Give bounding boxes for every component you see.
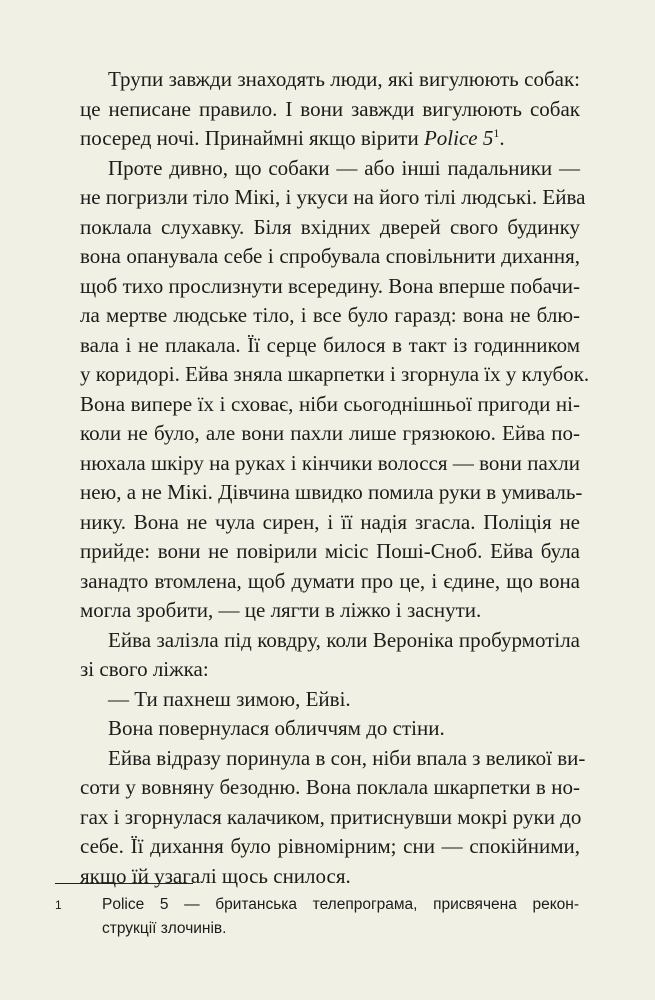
text-line xyxy=(80,154,580,184)
paragraph xyxy=(80,65,580,154)
footnote xyxy=(55,893,579,941)
text-line xyxy=(80,596,580,626)
text-run: — Ти пахнеш зимою, Ейві. xyxy=(108,686,351,711)
text-run: коли не було, але вони пахли лише грязюкою. Ейва по- xyxy=(80,421,580,445)
text-run: ла мертве людське тіло, і все було гаразд: вона не блю- xyxy=(80,303,580,327)
paragraph xyxy=(80,744,586,892)
paragraph xyxy=(80,685,580,715)
text-run: у коридорі. Ейва зняла шкарпетки і згорнула їх у клубок. xyxy=(80,362,590,386)
text-line xyxy=(80,213,580,243)
text-line xyxy=(80,744,586,774)
text-line xyxy=(80,449,580,479)
text-run: Проте дивно, що собаки — або інші падальники — xyxy=(108,155,580,180)
main-text xyxy=(80,65,590,891)
text-run: Вона повернулася обличчям до стіни. xyxy=(108,716,445,740)
text-line xyxy=(80,124,580,154)
text-run: соти у вовняну безодню. Вона поклала шкарпетки в но- xyxy=(80,775,580,799)
text-line xyxy=(80,183,586,213)
text-run: Трупи завжди знаходять люди, які вигулюють собак: xyxy=(108,67,580,91)
footnote-number: 1 xyxy=(55,898,62,912)
text-line xyxy=(80,272,580,302)
text-run: нею, а не Мікі. Дівчина швидко помила руки в умиваль- xyxy=(80,480,583,504)
text-line xyxy=(80,714,580,744)
text-run: не погризли тіло Мікі, і укуси на його тілі людські. Ейва xyxy=(80,185,586,209)
text-line xyxy=(80,242,580,272)
text-line xyxy=(80,95,580,125)
footnote-line: струкції злочинів. xyxy=(102,920,227,937)
text-line xyxy=(80,567,580,597)
text-line xyxy=(80,655,580,685)
text-run: якщо їй узагалі щось снилося. xyxy=(80,863,351,888)
text-run: могла зробити, — це лягти в ліжко і заснути. xyxy=(80,598,482,622)
text-run: нику. Вона не чула сирен, і її надія згасла. Поліція не xyxy=(80,509,580,534)
paragraph xyxy=(80,154,590,626)
text-line xyxy=(80,301,580,331)
text-line xyxy=(80,537,580,567)
text-run: гах і згорнулася калачиком, притиснувши мокрі руки до xyxy=(80,804,582,829)
text-run: зі свого ліжка: xyxy=(80,657,209,681)
text-run: щоб тихо прослизнути всередину. Вона вперше побачи- xyxy=(80,273,580,298)
text-line xyxy=(80,862,580,892)
text-run: вона опанувала себе і спробувала сповільнити дихання, xyxy=(80,244,580,268)
text-line xyxy=(80,803,580,833)
text-run: занадто втомлена, щоб думати про це, і єдине, що вона xyxy=(80,568,580,593)
text-line xyxy=(80,390,580,420)
text-run: вала і не плакала. Її серце билося в такт із годинником xyxy=(80,332,580,357)
text-run: прийде: вони не повірили місіс Поші-Сноб. Ейва була xyxy=(80,539,580,563)
text-run: нюхала шкіру на руках і кінчики волосся — вони пахли xyxy=(80,450,580,475)
text-run: себе. Її дихання було рівномірним; сни — спокійними, xyxy=(80,834,580,858)
text-line xyxy=(80,419,580,449)
text-run: Ейва залізла під ковдру, коли Вероніка пробурмотіла xyxy=(108,627,580,652)
footnote-line: Police 5 — британська телепрограма, присвячена рекон- xyxy=(102,896,579,913)
text-line xyxy=(80,685,580,715)
text-line xyxy=(80,65,580,95)
text-run: Вона випере їх і сховає, ніби сьогоднішньої пригоди ні- xyxy=(80,391,580,416)
text-line xyxy=(80,331,580,361)
text-run: Ейва відразу поринула в сон, ніби впала з великої ви- xyxy=(108,745,586,770)
footnote-ref: 1 xyxy=(493,126,500,140)
italic-text: Police 5 xyxy=(423,126,494,150)
text-line xyxy=(80,478,583,508)
paragraph xyxy=(80,626,580,685)
text-line xyxy=(80,832,580,862)
text-run: посеред ночі. Принаймні якщо вірити xyxy=(80,126,424,150)
text-line xyxy=(80,773,580,803)
text-run: це неписане правило. І вони завжди вигулюють собак xyxy=(80,96,580,121)
text-line xyxy=(80,626,580,656)
text-run: поклала слухавку. Біля вхідних дверей свого будинку xyxy=(80,214,580,239)
paragraph xyxy=(80,714,580,744)
text-line xyxy=(80,360,590,390)
text-line xyxy=(80,508,580,538)
footnote-separator xyxy=(55,883,193,884)
text-run: . xyxy=(499,126,505,150)
